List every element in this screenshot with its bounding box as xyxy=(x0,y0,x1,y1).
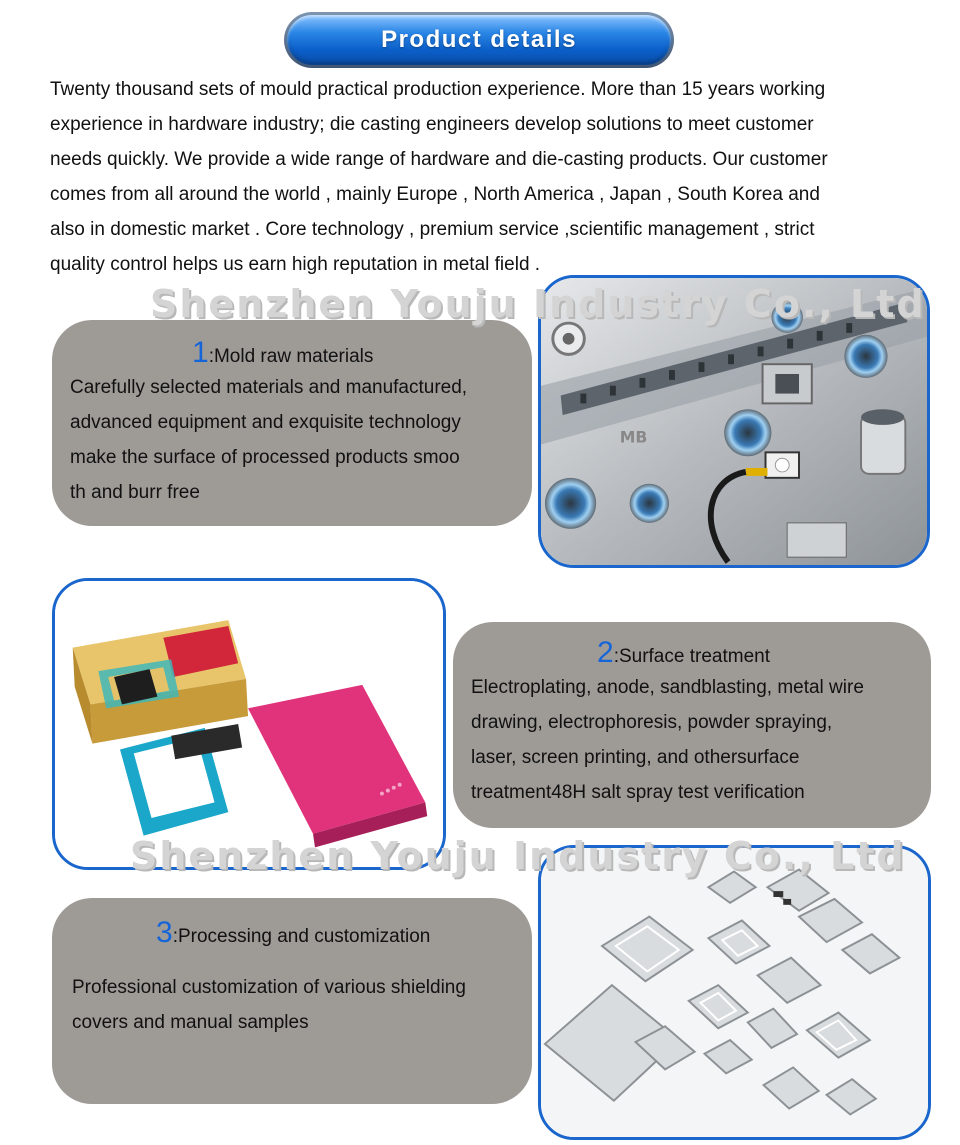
description-line: Carefully selected materials and manufactured, xyxy=(70,377,468,398)
feature-panel-1 xyxy=(52,320,532,526)
page-title: Product details xyxy=(381,26,577,53)
header-pill xyxy=(287,15,671,65)
description-line: Electroplating, anode, sandblasting, metal wire xyxy=(471,677,864,698)
feature-description xyxy=(471,670,931,810)
description-line: Professional customization of various shielding xyxy=(72,977,466,998)
feature-title: :Surface treatment xyxy=(613,646,770,667)
intro-line: needs quickly. We provide a wide range of hardware and die-casting products. Our customer xyxy=(50,149,828,170)
surface-treatment-image xyxy=(52,578,446,870)
feature-number: 3 xyxy=(156,916,173,949)
description-line: drawing, electrophoresis, powder spraying, xyxy=(471,712,833,733)
feature-heading xyxy=(70,336,532,370)
feature-panel-3 xyxy=(52,898,532,1104)
intro-line: Twenty thousand sets of mould practical production experience. More than 15 years working xyxy=(50,79,826,100)
intro-line: experience in hardware industry; die casting engineers develop solutions to meet customer xyxy=(50,114,814,135)
intro-line: quality control helps us earn high reputation in metal field . xyxy=(50,254,541,275)
feature-description xyxy=(72,970,532,1040)
intro-paragraph xyxy=(50,72,940,282)
company-watermark: Shenzhen Youju Industry Co., Ltd xyxy=(130,834,906,878)
shielding-covers-image xyxy=(538,845,931,1140)
feature-title: :Processing and customization xyxy=(172,926,431,947)
description-line: th and burr free xyxy=(70,482,200,503)
description-line: advanced equipment and exquisite technology xyxy=(70,412,461,433)
intro-line: also in domestic market . Core technology , premium service ,scientific management , strict xyxy=(50,219,815,240)
feature-description xyxy=(70,370,532,510)
feature-heading xyxy=(471,636,931,670)
feature-title: :Mold raw materials xyxy=(208,346,374,367)
description-line: covers and manual samples xyxy=(72,1012,309,1033)
intro-line: comes from all around the world , mainly Europe , North America , Japan , South Korea and xyxy=(50,184,820,205)
feature-number: 2 xyxy=(597,636,614,669)
description-line: laser, screen printing, and othersurface xyxy=(471,747,800,768)
description-line: make the surface of processed products smoo xyxy=(70,447,460,468)
feature-heading xyxy=(72,916,532,950)
section-header xyxy=(284,12,674,68)
feature-number: 1 xyxy=(192,336,209,369)
feature-panel-2 xyxy=(453,622,931,828)
description-line: treatment48H salt spray test verification xyxy=(471,782,805,803)
company-watermark: Shenzhen Youju Industry Co., Ltd xyxy=(150,282,926,326)
brand-mark-text: MB xyxy=(619,427,648,447)
